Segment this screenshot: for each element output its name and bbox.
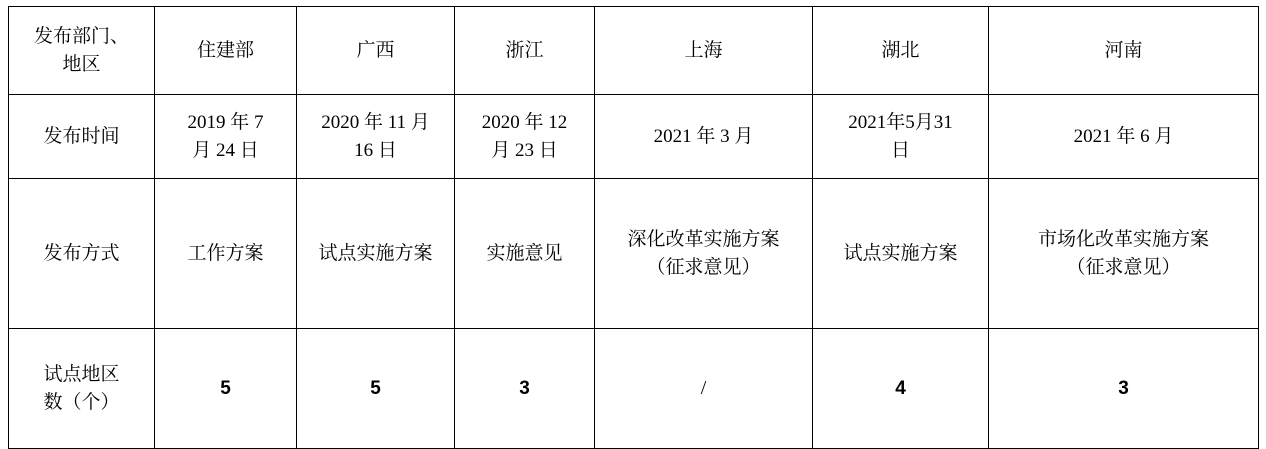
row-label-line: 发布方式 — [43, 242, 120, 264]
row-label-department-region — [9, 7, 155, 95]
cell-line: 日 — [890, 139, 910, 161]
cell-line: 2021年5月31 — [848, 111, 953, 133]
cell-line: 河南 — [1104, 39, 1143, 61]
table-row — [9, 329, 1259, 449]
cell-department-guangxi — [297, 7, 455, 95]
cell-count-shanghai — [595, 329, 813, 449]
cell-line: 16 日 — [354, 139, 397, 161]
cell-line: 住建部 — [196, 39, 254, 61]
cell-time-zhejiang — [455, 95, 595, 179]
row-label-line: 发布时间 — [43, 125, 120, 147]
cell-line: 2021 年 3 月 — [653, 125, 754, 147]
policy-comparison-table — [8, 6, 1259, 449]
cell-line: 湖北 — [881, 39, 920, 61]
cell-mode-housing-ministry — [155, 179, 297, 329]
cell-time-henan — [989, 95, 1259, 179]
cell-count-zhejiang — [455, 329, 595, 449]
cell-line: 月 23 日 — [491, 139, 558, 161]
cell-department-shanghai — [595, 7, 813, 95]
table-row — [9, 7, 1259, 95]
row-label-publish-mode — [9, 179, 155, 329]
row-label-pilot-count — [9, 329, 155, 449]
cell-line: （征求意见） — [646, 256, 761, 278]
cell-line: 深化改革实施方案 — [627, 228, 780, 250]
cell-time-guangxi — [297, 95, 455, 179]
cell-line: 试点实施方案 — [318, 242, 433, 264]
cell-line: 广西 — [356, 39, 395, 61]
cell-department-hubei — [813, 7, 989, 95]
cell-mode-zhejiang — [455, 179, 595, 329]
cell-time-shanghai — [595, 95, 813, 179]
cell-line: 4 — [895, 377, 906, 399]
row-label-line: 地区 — [62, 53, 101, 75]
table-row — [9, 179, 1259, 329]
cell-line: （征求意见） — [1066, 256, 1181, 278]
cell-time-hubei — [813, 95, 989, 179]
row-label-line: 发布部门、 — [33, 25, 129, 47]
row-label-publish-time — [9, 95, 155, 179]
cell-count-hubei — [813, 329, 989, 449]
cell-line: 2020 年 12 — [481, 111, 568, 133]
cell-line: 试点实施方案 — [843, 242, 958, 264]
cell-line: 3 — [1118, 377, 1129, 399]
cell-line: 5 — [220, 377, 231, 399]
cell-line: 5 — [370, 377, 381, 399]
cell-line: 月 24 日 — [192, 139, 259, 161]
cell-line: 2021 年 6 月 — [1073, 125, 1174, 147]
row-label-line: 试点地区 — [43, 363, 120, 385]
cell-department-zhejiang — [455, 7, 595, 95]
cell-line: 浙江 — [505, 39, 544, 61]
cell-line: / — [700, 377, 707, 399]
cell-count-henan — [989, 329, 1259, 449]
cell-line: 上海 — [684, 39, 723, 61]
row-label-line: 数（个） — [43, 391, 120, 413]
cell-line: 2019 年 7 — [187, 111, 264, 133]
cell-time-housing-ministry — [155, 95, 297, 179]
cell-mode-shanghai — [595, 179, 813, 329]
cell-mode-hubei — [813, 179, 989, 329]
cell-count-guangxi — [297, 329, 455, 449]
cell-line: 市场化改革实施方案 — [1037, 228, 1209, 250]
cell-line: 工作方案 — [187, 242, 264, 264]
cell-count-housing-ministry — [155, 329, 297, 449]
cell-department-housing-ministry — [155, 7, 297, 95]
cell-mode-henan — [989, 179, 1259, 329]
cell-line: 3 — [519, 377, 530, 399]
cell-department-henan — [989, 7, 1259, 95]
cell-line: 实施意见 — [486, 242, 563, 264]
cell-mode-guangxi — [297, 179, 455, 329]
cell-line: 2020 年 11 月 — [321, 111, 430, 133]
table-row — [9, 95, 1259, 179]
